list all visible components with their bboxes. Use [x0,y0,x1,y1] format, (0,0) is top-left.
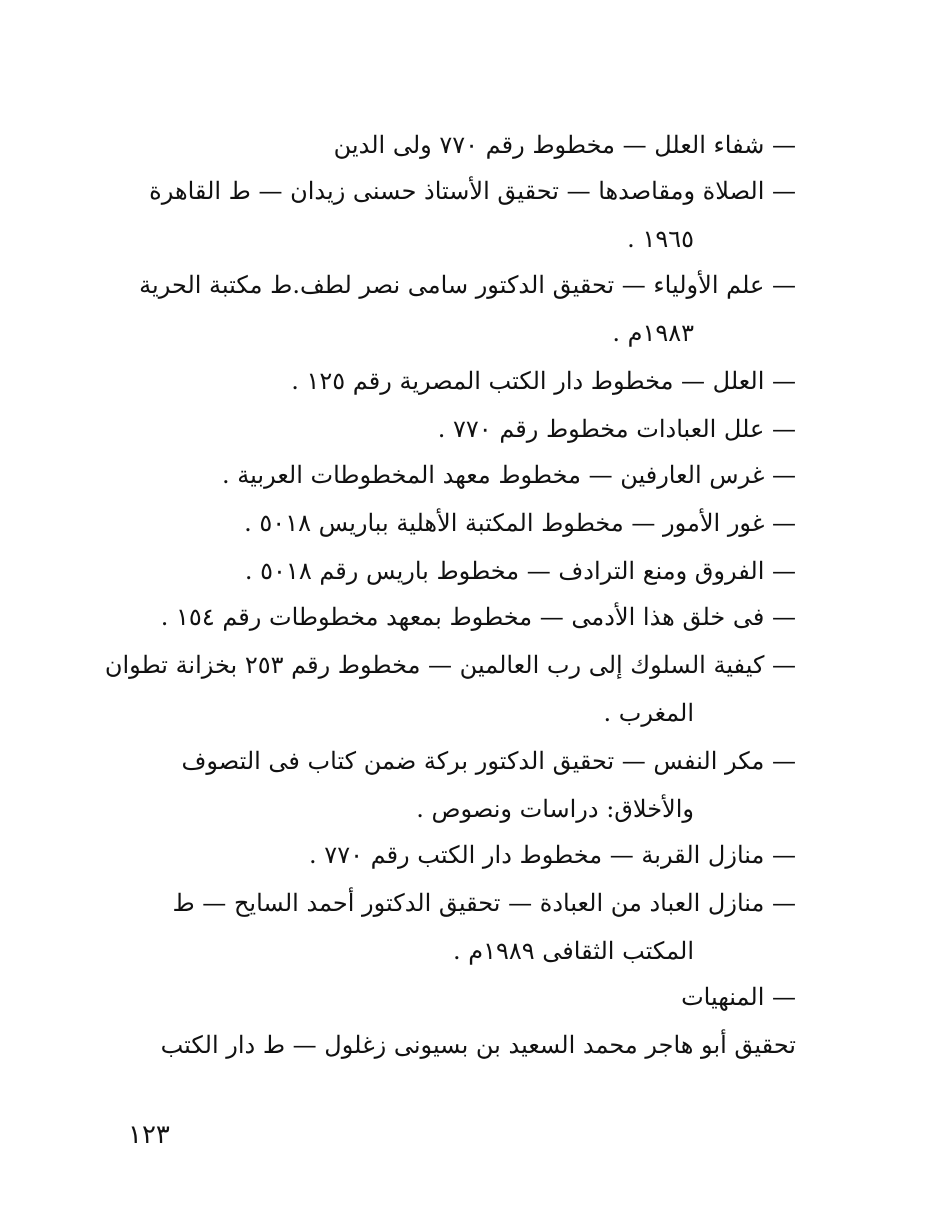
bibliography-entry: — شفاء العلل — مخطوط رقم ٧٧٠ ولى الدين [333,131,796,159]
bibliography-entry: — الفروق ومنع الترادف — مخطوط باريس رقم ٥٠١٨ . [244,557,796,585]
bibliography-continuation: ١٩٦٥ . [627,225,694,253]
bibliography-entry: — منازل القربة — مخطوط دار الكتب رقم ٧٧٠ . [309,841,796,869]
bibliography-continuation: والأخلاق: دراسات ونصوص . [416,795,694,823]
bibliography-entry: — العلل — مخطوط دار الكتب المصرية رقم ١٢٥ . [291,367,796,395]
bibliography-continuation: تحقيق أبو هاجر محمد السعيد بن بسيونى زغلول — ط دار الكتب [160,1031,796,1059]
bibliography-entry: — المنهيات [681,983,796,1011]
page-number: ١٢٣ [128,1120,170,1150]
bibliography-entry: — مكر النفس — تحقيق الدكتور بركة ضمن كتاب فى التصوف [181,747,796,775]
bibliography-entry: — علل العبادات مخطوط رقم ٧٧٠ . [437,415,796,443]
bibliography-entry: — غور الأمور — مخطوط المكتبة الأهلية بباريس ٥٠١٨ . [244,509,796,537]
bibliography-entry: — منازل العباد من العبادة — تحقيق الدكتور أحمد السايح — ط [172,889,796,917]
bibliography-entry: — علم الأولياء — تحقيق الدكتور سامى نصر لطف.ط مكتبة الحرية [139,271,796,299]
bibliography-entry: — كيفية السلوك إلى رب العالمين — مخطوط رقم ٢٥٣ بخزانة تطوان [104,651,796,679]
bibliography-entry: — غرس العارفين — مخطوط معهد المخطوطات العربية . [222,461,796,489]
bibliography-continuation: المكتب الثقافى ١٩٨٩م . [452,937,694,965]
bibliography-entry: — فى خلق هذا الأدمى — مخطوط بمعهد مخطوطات رقم ١٥٤ . [160,603,796,631]
bibliography-continuation: ١٩٨٣م . [612,319,694,347]
bibliography-entry: — الصلاة ومقاصدها — تحقيق الأستاذ حسنى زيدان — ط القاهرة [149,177,796,205]
bibliography-continuation: المغرب . [603,699,694,727]
